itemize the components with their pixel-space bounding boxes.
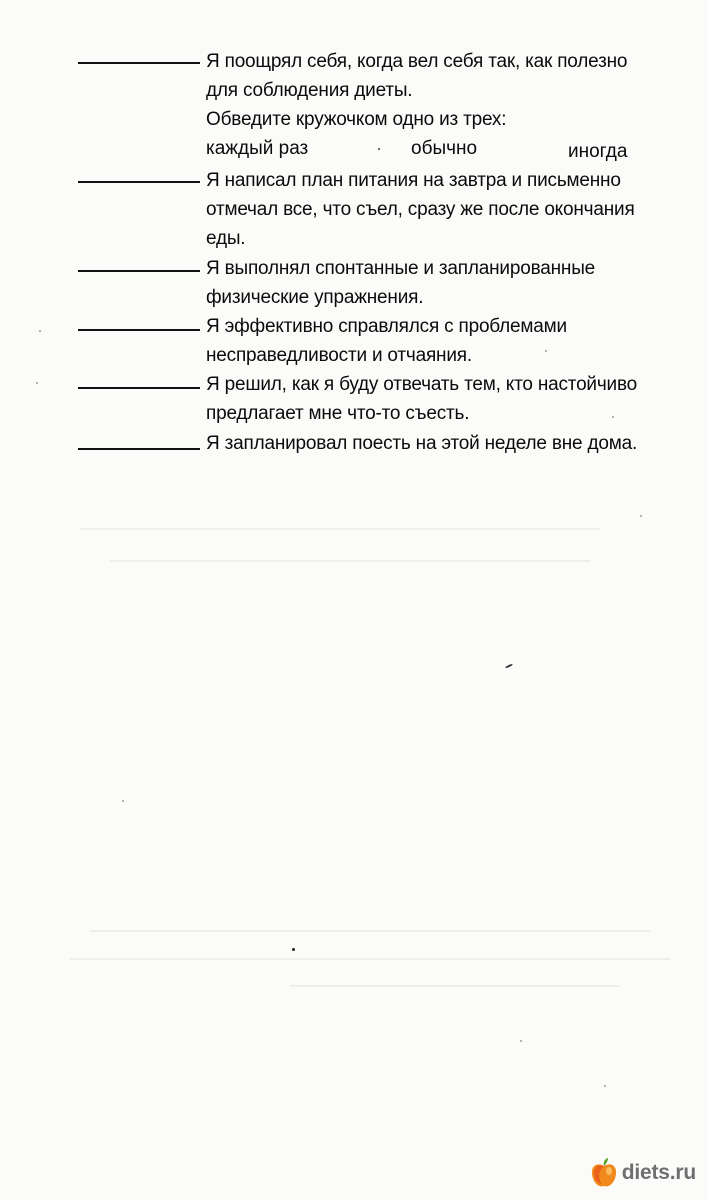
bleed-through-line xyxy=(110,560,590,562)
bleed-through-line xyxy=(290,985,620,987)
item-text xyxy=(206,254,696,312)
scan-speck xyxy=(545,350,547,352)
item-text-line: физические упражнения. xyxy=(206,287,424,308)
scan-speck xyxy=(640,515,642,517)
answer-blank-line[interactable] xyxy=(78,387,200,389)
bleed-through-line xyxy=(80,528,600,530)
scan-speck xyxy=(612,416,614,418)
scan-speck xyxy=(122,800,124,802)
item-text-line: Я поощрял себя, когда вел себя так, как полезно xyxy=(206,51,628,72)
bleed-through-line xyxy=(70,958,670,960)
scan-speck xyxy=(505,663,513,668)
frequency-options xyxy=(206,134,646,164)
diets-ru-watermark xyxy=(590,1156,696,1190)
checklist-item xyxy=(78,428,698,460)
item-text-line: Я написал план питания на завтра и письменно xyxy=(206,170,621,191)
apple-icon xyxy=(590,1157,618,1189)
item-text xyxy=(206,429,696,458)
answer-blank-line[interactable] xyxy=(78,181,200,183)
item-text xyxy=(206,370,696,428)
option-sometimes[interactable]: иногда xyxy=(568,141,628,162)
option-usually[interactable]: обычно xyxy=(411,138,478,159)
item-text xyxy=(206,47,696,134)
answer-blank-line[interactable] xyxy=(78,62,200,64)
scan-speck xyxy=(520,1040,522,1042)
item-text-line: предлагает мне что-то съесть. xyxy=(206,403,470,424)
item-text-line: отмечал все, что съел, сразу же после окончания xyxy=(206,199,635,220)
checklist-item xyxy=(78,165,698,255)
item-text-line: Я выполнял спонтанные и запланированные xyxy=(206,258,596,279)
scan-speck xyxy=(604,1085,606,1087)
item-text xyxy=(206,166,696,253)
scan-speck xyxy=(292,948,295,951)
scan-speck xyxy=(36,382,38,384)
checklist-item xyxy=(78,311,698,371)
checklist-item xyxy=(78,253,698,313)
item-text-line: для соблюдения диеты. xyxy=(206,80,413,101)
answer-blank-line[interactable] xyxy=(78,448,200,450)
item-text-line: Я эффективно справлялся с проблемами xyxy=(206,316,567,337)
option-every-time[interactable]: каждый раз xyxy=(206,138,309,159)
item-instruction-line: Обведите кружочком одно из трех: xyxy=(206,109,507,130)
item-text-line: Я решил, как я буду отвечать тем, кто настойчиво xyxy=(206,374,638,395)
item-text xyxy=(206,312,696,370)
answer-blank-line[interactable] xyxy=(78,329,200,331)
scan-speck xyxy=(39,330,41,332)
scan-speck xyxy=(378,148,380,150)
bleed-through-line xyxy=(90,930,650,932)
answer-blank-line[interactable] xyxy=(78,270,200,272)
item-text-line: несправедливости и отчаяния. xyxy=(206,345,472,366)
watermark-text: diets.ru xyxy=(621,1161,696,1184)
item-text-line: еды. xyxy=(206,228,246,249)
checklist-item xyxy=(78,369,698,429)
item-text-line: Я запланировал поесть на этой неделе вне дома. xyxy=(206,433,638,454)
